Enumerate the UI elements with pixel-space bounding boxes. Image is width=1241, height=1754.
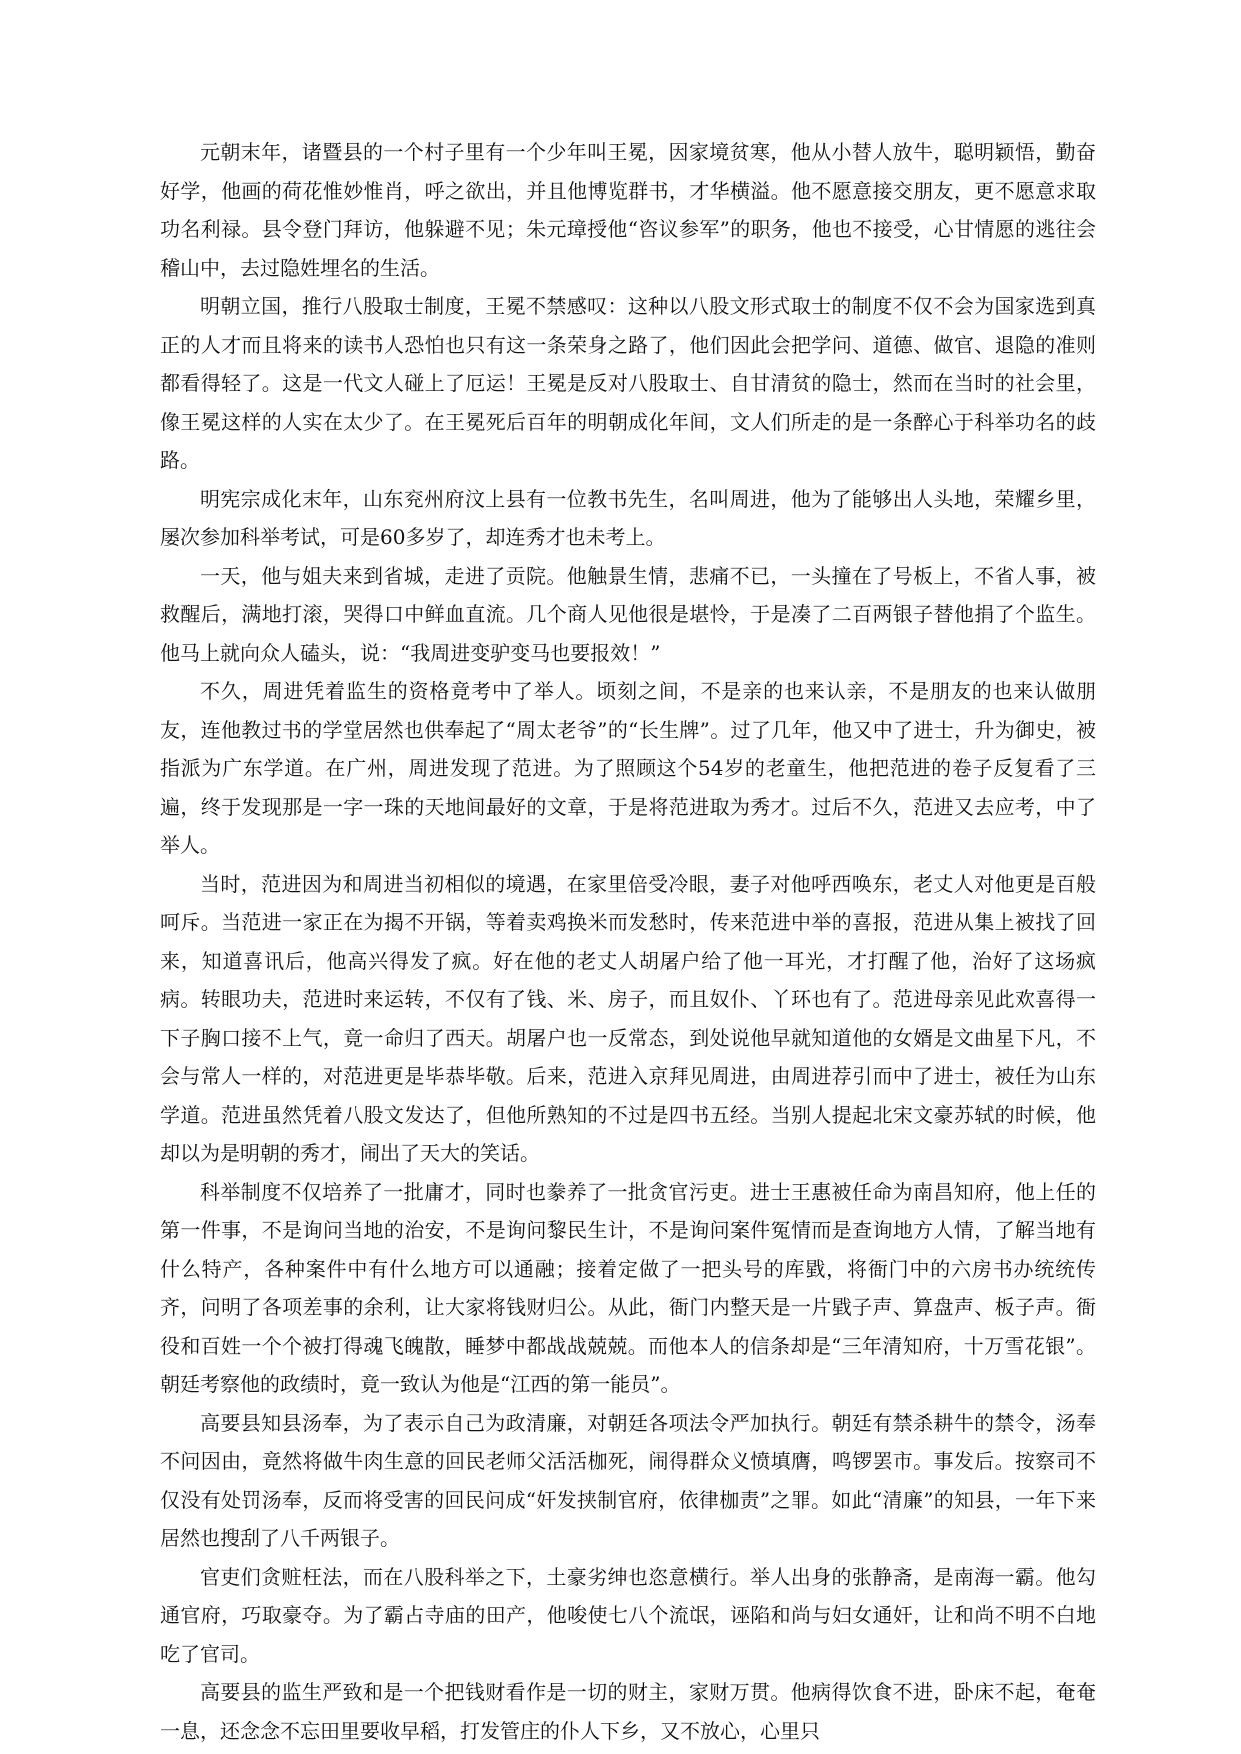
paragraph: 明朝立国，推行八股取士制度，王冕不禁感叹：这种以八股文形式取士的制度不仅不会为国家选到真正的人才而且将来的读书人恐怕也只有这一条荣身之路了，他们因此会把学问、道德、做官、退隐的准则都看得轻了。这是一代文人碰上了厄运！王冕是反对八股取士、自甘清贫的隐士，然而在当时的社会里，像王冕这样的人实在太少了。在王冕死后百年的明朝成化年间，文人们所走的是一条醉心于科举功名的歧路。	[160, 294, 1096, 472]
paragraph: 当时，范进因为和周进当初相似的境遇，在家里倍受冷眼，妻子对他呼西唤东，老丈人对他更是百般呵斥。当范进一家正在为揭不开锅，等着卖鸡换米而发愁时，传来范进中举的喜报，范进从集上被找了回来，知道喜讯后，他高兴得发了疯。好在他的老丈人胡屠户给了他一耳光，才打醒了他，治好了这场疯病。转眼功夫，范进时来运转，不仅有了钱、米、房子，而且奴仆、丫环也有了。范进母亲见此欢喜得一下子胸口接不上气，竟一命归了西天。胡屠户也一反常态，到处说他早就知道他的女婿是文曲星下凡，不会与常人一样的，对范进更是毕恭毕敬。后来，范进入京拜见周进，由周进荐引而中了进士，被任为山东学道。范进虽然凭着八股文发达了，但他所熟知的不过是四书五经。当别人提起北宋文豪苏轼的时候，他却以为是明朝的秀才，闹出了天大的笑话。	[160, 871, 1096, 1165]
document-body	[160, 133, 1096, 1750]
paragraph: 官吏们贪赃枉法，而在八股科举之下，土豪劣绅也恣意横行。举人出身的张静斋，是南海一霸。他勾通官府，巧取豪夺。为了霸占寺庙的田产，他唆使七八个流氓，诬陷和尚与妇女通奸，让和尚不明不白地吃了官司。	[160, 1564, 1096, 1666]
paragraph: 一天，他与姐夫来到省城，走进了贡院。他触景生情，悲痛不已，一头撞在了号板上，不省人事，被救醒后，满地打滚，哭得口中鲜血直流。几个商人见他很是堪怜，于是凑了二百两银子替他捐了个监生。他马上就向众人磕头，说：“我周进变驴变马也要报效！”	[160, 563, 1096, 665]
paragraph: 明宪宗成化末年，山东兖州府汶上县有一位教书先生，名叫周进，他为了能够出人头地，荣耀乡里，屡次参加科举考试，可是60多岁了，却连秀才也未考上。	[160, 486, 1096, 549]
paragraph: 元朝末年，诸暨县的一个村子里有一个少年叫王冕，因家境贫寒，他从小替人放牛，聪明颖悟，勤奋好学，他画的荷花惟妙惟肖，呼之欲出，并且他博览群书，才华横溢。他不愿意接交朋友，更不愿意求取功名利禄。县令登门拜访，他躲避不见；朱元璋授他“咨议参军”的职务，他也不接受，心甘情愿的逃往会稽山中，去过隐姓埋名的生活。	[160, 140, 1096, 280]
paragraph: 不久，周进凭着监生的资格竟考中了举人。顷刻之间，不是亲的也来认亲，不是朋友的也来认做朋友，连他教过书的学堂居然也供奉起了“周太老爷”的“长生牌”。过了几年，他又中了进士，升为御史，被指派为广东学道。在广州，周进发现了范进。为了照顾这个54岁的老童生，他把范进的卷子反复看了三遍，终于发现那是一字一珠的天地间最好的文章，于是将范进取为秀才。过后不久，范进又去应考，中了举人。	[160, 679, 1096, 857]
paragraph: 高要县的监生严致和是一个把钱财看作是一切的财主，家财万贯。他病得饮食不进，卧床不起，奄奄一息，还念念不忘田里要收早稻，打发管庄的仆人下乡，又不放心，心里只	[160, 1680, 1096, 1743]
paragraph: 高要县知县汤奉，为了表示自己为政清廉，对朝廷各项法令严加执行。朝廷有禁杀耕牛的禁令，汤奉不问因由，竟然将做牛肉生意的回民老师父活活枷死，闹得群众义愤填膺，鸣锣罢市。事发后。按察司不仅没有处罚汤奉，反而将受害的回民问成“奸发挟制官府，依律枷责”之罪。如此“清廉”的知县，一年下来居然也搜刮了八千两银子。	[160, 1410, 1096, 1550]
paragraph: 科举制度不仅培养了一批庸才，同时也豢养了一批贪官污吏。进士王惠被任命为南昌知府，他上任的第一件事，不是询问当地的治安，不是询问黎民生计，不是询问案件冤情而是查询地方人情，了解当地有什么特产，各种案件中有什么地方可以通融；接着定做了一把头号的库戥，将衙门中的六房书办统统传齐，问明了各项差事的余利，让大家将钱财归公。从此，衙门内整天是一片戥子声、算盘声、板子声。衙役和百姓一个个被打得魂飞魄散，睡梦中都战战兢兢。而他本人的信条却是“三年清知府，十万雪花银”。朝廷考察他的政绩时，竟一致认为他是“江西的第一能员”。	[160, 1179, 1096, 1396]
